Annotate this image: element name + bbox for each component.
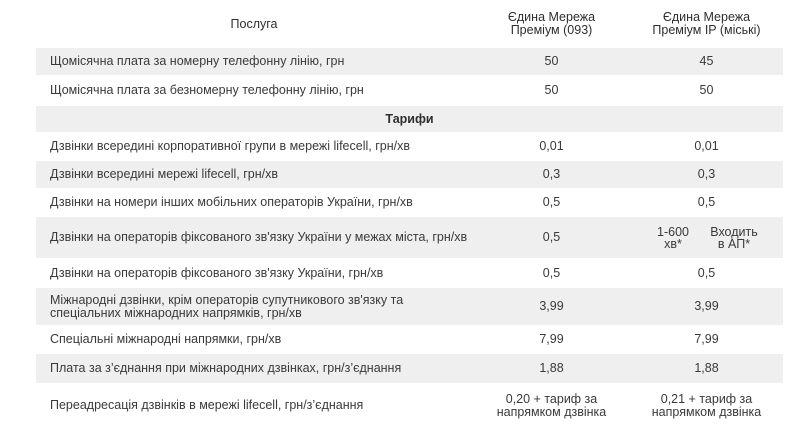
table-row	[36, 48, 783, 76]
row-value-plan1: 7,99	[473, 326, 630, 354]
row-value-plan1: 50	[473, 48, 630, 76]
row-label: Переадресація дзвінків в мережі lifecell, грн/з’єднання	[36, 384, 473, 428]
row-label: Дзвінки на номери інших мобільних операторів України, грн/хв	[36, 189, 473, 217]
row-label: Міжнародні дзвінки, крім операторів супутникового зв'язку та спеціальних міжнародних напрямків, грн/хв	[36, 288, 473, 326]
row-value-plan2: 50	[630, 76, 783, 106]
header-service: Послуга	[230, 16, 278, 31]
row-value-plan1: 0,5	[473, 259, 630, 288]
section-title: Тарифи	[36, 106, 783, 133]
table-row	[36, 259, 783, 288]
row-value-plan2: 0,3	[630, 161, 783, 189]
row-value-plan2: 0,01	[630, 133, 783, 161]
row-value-plan2: 0,21 + тариф за напрямком дзвінка	[630, 384, 783, 428]
row-label: Дзвінки на операторів фіксованого зв'язку України, грн/хв	[36, 259, 473, 288]
table-row	[36, 354, 783, 384]
row-value-plan1: 0,20 + тариф за напрямком дзвінка	[473, 384, 630, 428]
row-label: Щомісячна плата за безномерну телефонну лінію, грн	[36, 76, 473, 106]
table-row	[36, 189, 783, 217]
row-value-plan2: 0,5	[630, 189, 783, 217]
row-value-plan2: 45	[630, 48, 783, 76]
row-value-plan1: 1,88	[473, 354, 630, 384]
header-plan-ip: Єдина Мережа Преміум IP (міські)	[652, 9, 761, 37]
row-value-plan2: 1,88	[630, 354, 783, 384]
row-value-plan1: 0,01	[473, 133, 630, 161]
row-value-plan1: 0,5	[473, 217, 630, 259]
table-row	[36, 161, 783, 189]
table-row	[36, 76, 783, 106]
table-row	[36, 133, 783, 161]
row-value-plan1: 50	[473, 76, 630, 106]
table-row	[36, 326, 783, 354]
row-label: Дзвінки на операторів фіксованого зв'язку України у межах міста, грн/хв	[36, 217, 473, 259]
row-value-plan2-minutes: 1-600 хв*	[657, 224, 689, 251]
table-header-row	[36, 0, 783, 48]
row-value-plan2: 3,99	[630, 288, 783, 326]
table-row	[36, 384, 783, 428]
section-header-row	[36, 106, 783, 133]
header-plan-093: Єдина Мережа Преміум (093)	[507, 9, 596, 37]
tariff-table	[36, 0, 783, 428]
row-label: Плата за з’єднання при міжнародних дзвінках, грн/з’єднання	[36, 354, 473, 384]
row-value-plan1: 3,99	[473, 288, 630, 326]
table-row	[36, 217, 783, 259]
row-label: Спеціальні міжнародні напрямки, грн/хв	[36, 326, 473, 354]
row-value-plan2: 0,5	[630, 259, 783, 288]
row-value-plan2-included: Входить в АП*	[710, 224, 758, 251]
row-value-plan2-split	[630, 217, 783, 259]
row-label: Дзвінки всередині мережі lifecell, грн/хв	[36, 161, 473, 189]
row-value-plan2: 7,99	[630, 326, 783, 354]
row-value-plan1: 0,5	[473, 189, 630, 217]
row-label: Дзвінки всередині корпоративної групи в мережі lifecell, грн/хв	[36, 133, 473, 161]
row-value-plan1: 0,3	[473, 161, 630, 189]
row-label: Щомісячна плата за номерну телефонну лінію, грн	[36, 48, 473, 76]
table-row	[36, 288, 783, 326]
